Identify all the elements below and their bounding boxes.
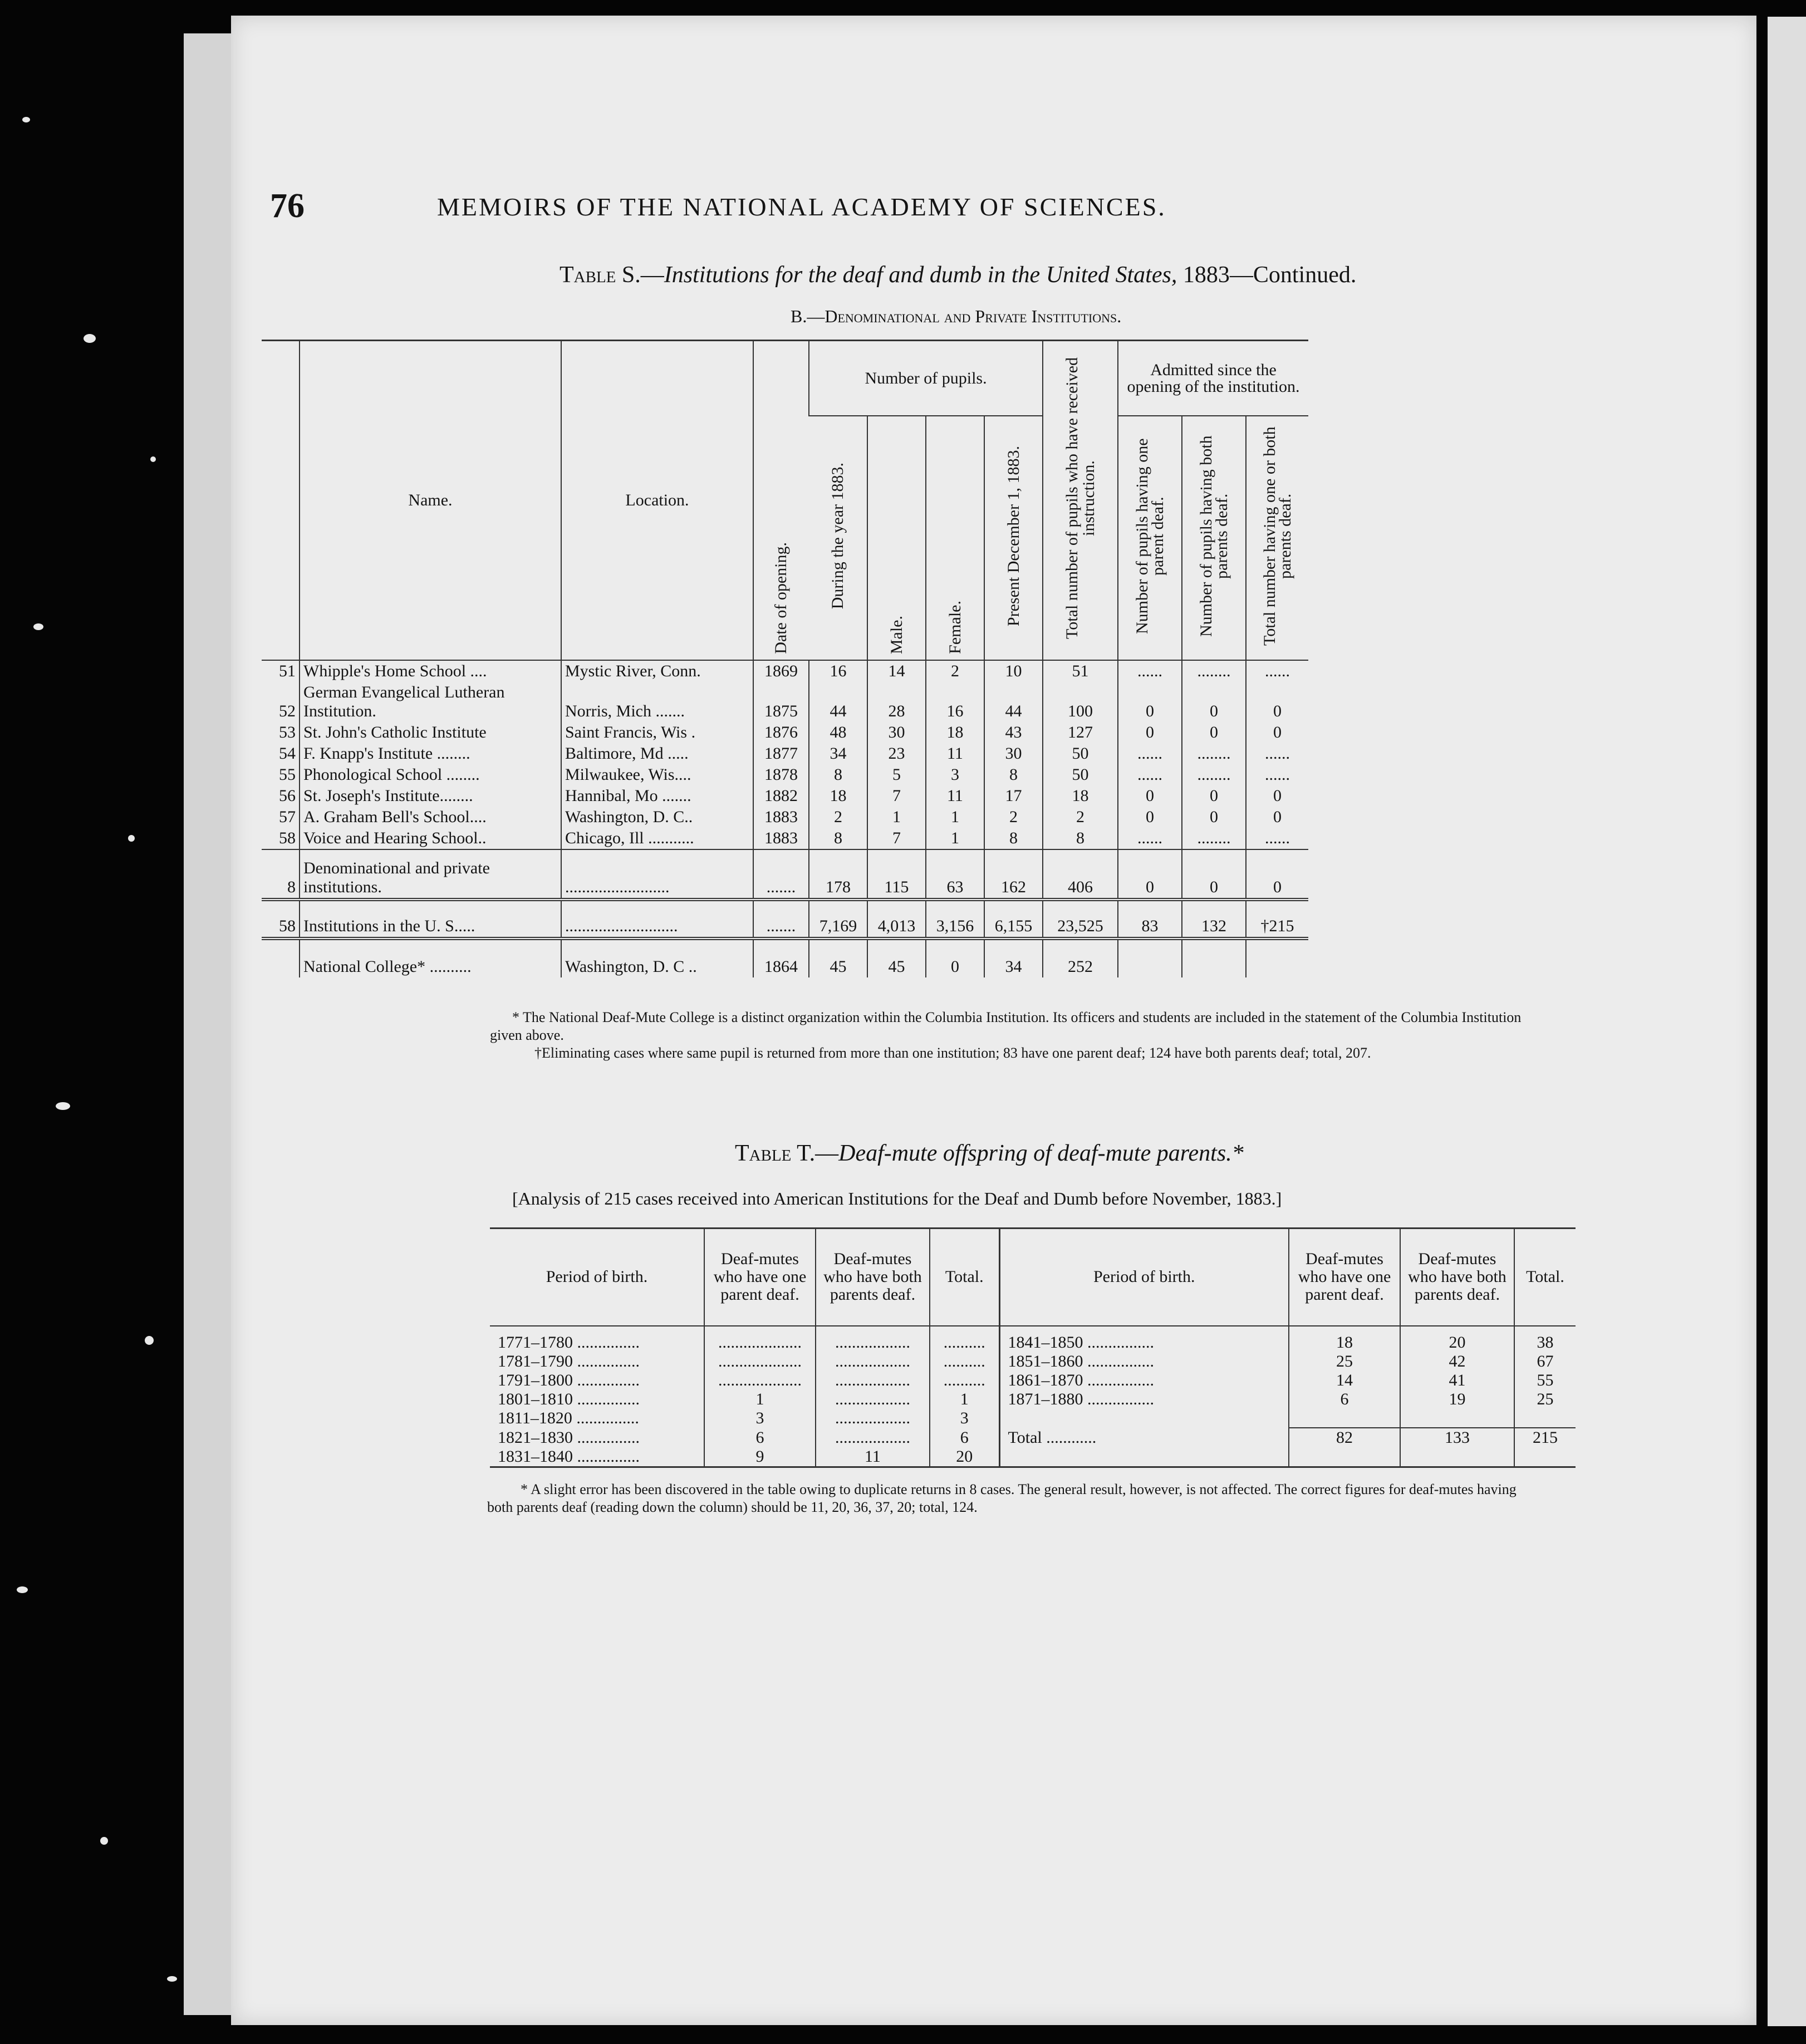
table-s-footnote-1: * The National Deaf-Mute College is a distinct organization within the Columbia Institution. Its officers and students are included in the statement of the Columbia Institution given above.: [490, 1009, 1522, 1043]
table-s-header-no: [262, 341, 300, 661]
cell-name: Whipple's Home School ....: [300, 660, 561, 682]
cell-total: 127: [1043, 722, 1118, 743]
table-s-header-present: Present December 1, 1883.: [984, 416, 1043, 660]
cell-both: 0: [1182, 849, 1246, 900]
table-s-title-prefix: Table S.—: [560, 262, 664, 288]
table-row: [490, 1409, 1576, 1428]
cell-no: 53: [279, 723, 296, 741]
cell-one: [1118, 939, 1182, 977]
table-row: [262, 828, 1308, 849]
cell-t2: 25: [1514, 1390, 1576, 1409]
table-s-title-italic: Institutions for the deaf and dumb in the United States,: [664, 262, 1177, 288]
adjacent-page-strip: [1768, 17, 1806, 2026]
cell-date: 1882: [753, 785, 809, 807]
cell-a1: ....................: [704, 1371, 816, 1390]
cell-no: 52: [279, 702, 296, 720]
cell-b2: 42: [1400, 1352, 1514, 1371]
table-s-subtitle: B.—Denominational and Private Institutions.: [791, 306, 1122, 326]
cell-either: 0: [1246, 785, 1308, 807]
cell-during: 178: [809, 849, 867, 900]
table-t-footnote: * A slight error has been discovered in the table owing to duplicate returns in 8 cases. The general result, however, is not affected. The correct figures for deaf-mutes having both parents deaf (reading down the column) should be 11, 20, 36, 37, 20; total, 124.: [487, 1481, 1517, 1515]
cell-either: ......: [1246, 764, 1308, 785]
cell-location: Norris, Mich .......: [561, 682, 753, 722]
cell-b2: 20: [1400, 1326, 1514, 1352]
cell-t1: 1: [930, 1390, 999, 1409]
cell-one: ......: [1118, 828, 1182, 849]
cell-present: 43: [984, 722, 1043, 743]
cell-total: 23,525: [1043, 900, 1118, 939]
cell-location: Washington, D. C ..: [561, 939, 753, 977]
cell-p1: 1791–1800 ...............: [498, 1370, 640, 1389]
cell-b1: ..................: [816, 1390, 930, 1409]
cell-name: A. Graham Bell's School....: [300, 807, 561, 828]
cell-no: 51: [279, 662, 296, 680]
cell-location: Mystic River, Conn.: [561, 660, 753, 682]
table-s-title: [560, 262, 1356, 288]
cell-b2: [1400, 1447, 1514, 1467]
cell-during: 7,169: [809, 900, 867, 939]
cell-female: 0: [926, 939, 984, 977]
table-row: [490, 1428, 1576, 1447]
table-t-header-period-right: Period of birth.: [999, 1229, 1289, 1326]
cell-date: .......: [753, 849, 809, 900]
cell-no: 58: [279, 829, 296, 847]
cell-one: ......: [1118, 764, 1182, 785]
cell-during: 16: [809, 660, 867, 682]
table-row-college: [262, 939, 1308, 977]
cell-during: 8: [809, 764, 867, 785]
table-row-us-total: [262, 900, 1308, 939]
cell-t2: 67: [1514, 1352, 1576, 1371]
cell-name: German Evangelical Lutheran Institution.: [300, 682, 561, 722]
cell-female: 3,156: [926, 900, 984, 939]
cell-no: 8: [262, 849, 300, 900]
cell-male: 45: [867, 939, 926, 977]
cell-male: 14: [867, 660, 926, 682]
table-s-header-male: Male.: [867, 416, 926, 660]
cell-t2: 38: [1514, 1326, 1576, 1352]
cell-b1: ..................: [816, 1352, 930, 1371]
table-row: [262, 785, 1308, 807]
cell-male: 23: [867, 743, 926, 764]
cell-present: 8: [984, 764, 1043, 785]
table-s-header-location: Location.: [561, 341, 753, 661]
cell-present: 2: [984, 807, 1043, 828]
cell-date: 1883: [753, 807, 809, 828]
table-row: [262, 722, 1308, 743]
cell-total: 50: [1043, 743, 1118, 764]
cell-either: ......: [1246, 660, 1308, 682]
cell-name: Voice and Hearing School..: [300, 828, 561, 849]
cell-date: .......: [753, 900, 809, 939]
cell-b1: 11: [816, 1447, 930, 1467]
cell-location: ...........................: [561, 900, 753, 939]
cell-female: 1: [926, 807, 984, 828]
cell-t1: 6: [930, 1428, 999, 1447]
cell-either: ......: [1246, 743, 1308, 764]
cell-during: 8: [809, 828, 867, 849]
cell-male: 30: [867, 722, 926, 743]
table-t-header-total-right: Total.: [1514, 1229, 1576, 1326]
cell-male: 115: [867, 849, 926, 900]
table-t-title-prefix: Table T.—: [735, 1141, 839, 1166]
cell-date: 1875: [753, 682, 809, 722]
cell-date: 1877: [753, 743, 809, 764]
cell-male: 4,013: [867, 900, 926, 939]
table-row: [490, 1447, 1576, 1467]
cell-no: 58: [262, 900, 300, 939]
cell-both: ........: [1182, 660, 1246, 682]
cell-total: 406: [1043, 849, 1118, 900]
cell-b2: 41: [1400, 1371, 1514, 1390]
cell-p2: 1841–1850 ................: [999, 1326, 1289, 1352]
cell-location: Chicago, Ill ...........: [561, 828, 753, 849]
cell-t2: [1514, 1409, 1576, 1428]
cell-either: 0: [1246, 849, 1308, 900]
cell-b2: [1400, 1409, 1514, 1428]
cell-present: 44: [984, 682, 1043, 722]
cell-t1: ..........: [930, 1371, 999, 1390]
cell-both: 0: [1182, 682, 1246, 722]
cell-b2: 133: [1400, 1428, 1514, 1447]
cell-either: [1246, 939, 1308, 977]
cell-during: 34: [809, 743, 867, 764]
cell-female: 3: [926, 764, 984, 785]
cell-present: 6,155: [984, 900, 1043, 939]
table-s-header-admitted: Admitted since the opening of the institution.: [1118, 341, 1308, 416]
cell-either: 0: [1246, 682, 1308, 722]
cell-a2: 6: [1289, 1390, 1400, 1409]
table-s-header-either: Total number having one or both parents deaf.: [1246, 416, 1308, 660]
table-t-header-both-right: Deaf-mutes who have both parents deaf.: [1400, 1229, 1514, 1326]
cell-one: 0: [1118, 785, 1182, 807]
table-row: [490, 1371, 1576, 1390]
table-s-header-during: During the year 1883.: [828, 463, 847, 610]
cell-either: 0: [1246, 722, 1308, 743]
cell-a1: 9: [704, 1447, 816, 1467]
cell-female: 18: [926, 722, 984, 743]
cell-a1: ....................: [704, 1326, 816, 1352]
cell-location: Saint Francis, Wis .: [561, 722, 753, 743]
cell-b1: ..................: [816, 1428, 930, 1447]
cell-both: ........: [1182, 743, 1246, 764]
table-t-title-italic: Deaf-mute offspring of deaf-mute parents.*: [838, 1141, 1244, 1166]
cell-either: ......: [1246, 828, 1308, 849]
table-s-title-suffix: 1883—Continued.: [1177, 262, 1357, 288]
cell-one: ......: [1118, 743, 1182, 764]
cell-either: 0: [1246, 807, 1308, 828]
cell-location: Hannibal, Mo .......: [561, 785, 753, 807]
cell-one: 0: [1118, 722, 1182, 743]
cell-p1: 1801–1810 ...............: [498, 1389, 640, 1408]
table-row: [262, 807, 1308, 828]
running-head: MEMOIRS OF THE NATIONAL ACADEMY OF SCIENCES.: [437, 193, 1166, 221]
cell-female: 11: [926, 743, 984, 764]
cell-a2: 25: [1289, 1352, 1400, 1371]
cell-total: 252: [1043, 939, 1118, 977]
cell-female: 63: [926, 849, 984, 900]
table-s-header-female: Female.: [926, 416, 984, 660]
table-t-header-both-left: Deaf-mutes who have both parents deaf.: [816, 1229, 930, 1326]
table-s-header-date: Date of opening.: [753, 341, 809, 661]
cell-one: 83: [1118, 900, 1182, 939]
table-row: [262, 682, 1308, 722]
table-s-header-total-received: Total number of pupils who have received instruction.: [1043, 341, 1118, 661]
cell-p2: 1861–1870 ................: [999, 1371, 1289, 1390]
cell-both: ........: [1182, 764, 1246, 785]
cell-total: 8: [1043, 828, 1118, 849]
cell-male: 1: [867, 807, 926, 828]
cell-t1: ..........: [930, 1352, 999, 1371]
cell-either: †215: [1246, 900, 1308, 939]
cell-both: 0: [1182, 722, 1246, 743]
cell-p2: 1851–1860 ................: [999, 1352, 1289, 1371]
cell-date: 1883: [753, 828, 809, 849]
cell-male: 7: [867, 828, 926, 849]
cell-location: .........................: [561, 849, 753, 900]
cell-no: 56: [279, 787, 296, 805]
cell-male: 5: [867, 764, 926, 785]
cell-name: St. John's Catholic Institute: [300, 722, 561, 743]
cell-total: 51: [1043, 660, 1118, 682]
cell-t2: 55: [1514, 1371, 1576, 1390]
cell-during: 44: [809, 682, 867, 722]
cell-female: 11: [926, 785, 984, 807]
cell-male: 7: [867, 785, 926, 807]
cell-present: 34: [984, 939, 1043, 977]
cell-a2: 14: [1289, 1371, 1400, 1390]
cell-both: 0: [1182, 785, 1246, 807]
cell-p2: Total ............: [999, 1428, 1289, 1447]
cell-one: 0: [1118, 682, 1182, 722]
table-row: [490, 1390, 1576, 1409]
cell-during: 45: [809, 939, 867, 977]
cell-during: 18: [809, 785, 867, 807]
cell-female: 2: [926, 660, 984, 682]
table-s-header-both-parents: Number of pupils having both parents deaf.: [1182, 416, 1246, 660]
cell-name: F. Knapp's Institute ........: [300, 743, 561, 764]
table-row: [262, 743, 1308, 764]
cell-present: 10: [984, 660, 1043, 682]
cell-name: St. Joseph's Institute........: [300, 785, 561, 807]
cell-no: 57: [279, 808, 296, 826]
table-row: [490, 1352, 1576, 1371]
cell-no: [262, 939, 300, 977]
cell-during: 48: [809, 722, 867, 743]
cell-date: 1878: [753, 764, 809, 785]
cell-no: 54: [279, 744, 296, 763]
cell-t1: 3: [930, 1409, 999, 1428]
cell-location: Washington, D. C..: [561, 807, 753, 828]
cell-date: 1869: [753, 660, 809, 682]
cell-a2: 82: [1289, 1428, 1400, 1447]
cell-during: 2: [809, 807, 867, 828]
cell-t1: 20: [930, 1447, 999, 1467]
cell-a2: 18: [1289, 1326, 1400, 1352]
cell-a1: 6: [704, 1428, 816, 1447]
table-s-header-pupils: Number of pupils.: [809, 341, 1043, 416]
table-s: [262, 340, 1308, 977]
cell-both: [1182, 939, 1246, 977]
cell-total: 18: [1043, 785, 1118, 807]
cell-total: 2: [1043, 807, 1118, 828]
cell-one: 0: [1118, 807, 1182, 828]
cell-female: 16: [926, 682, 984, 722]
table-t-title: [735, 1140, 1244, 1167]
table-row: [262, 660, 1308, 682]
cell-name: Phonological School ........: [300, 764, 561, 785]
cell-no: 55: [279, 765, 296, 784]
cell-p1: 1781–1790 ...............: [498, 1352, 640, 1370]
cell-p1: 1831–1840 ...............: [498, 1447, 640, 1466]
cell-p1: 1771–1780 ...............: [498, 1333, 640, 1352]
cell-p2: [999, 1447, 1289, 1467]
page-number: 76: [270, 187, 305, 225]
cell-a1: 3: [704, 1409, 816, 1428]
cell-location: Baltimore, Md .....: [561, 743, 753, 764]
cell-present: 30: [984, 743, 1043, 764]
cell-b1: ..................: [816, 1409, 930, 1428]
cell-location: Milwaukee, Wis....: [561, 764, 753, 785]
cell-name: Denominational and private institutions.: [300, 849, 561, 900]
table-s-body: [262, 660, 1308, 977]
table-s-footnote-2: †Eliminating cases where same pupil is returned from more than one institution; 83 have one parent deaf; 124 have both parents deaf; total, 207.: [534, 1045, 1371, 1061]
cell-date: 1864: [753, 939, 809, 977]
table-row: [262, 764, 1308, 785]
cell-both: 132: [1182, 900, 1246, 939]
cell-name: Institutions in the U. S.....: [300, 900, 561, 939]
table-s-header-one-parent: Number of pupils having one parent deaf.: [1118, 416, 1182, 660]
cell-a1: ....................: [704, 1352, 816, 1371]
table-t-body: [490, 1326, 1576, 1467]
cell-p1: 1811–1820 ...............: [498, 1408, 639, 1427]
table-t-header-total-left: Total.: [930, 1229, 999, 1326]
table-t: [490, 1227, 1576, 1468]
page-edge: [184, 33, 235, 2015]
cell-present: 8: [984, 828, 1043, 849]
cell-b1: ..................: [816, 1371, 930, 1390]
cell-one: 0: [1118, 849, 1182, 900]
cell-p2: 1871–1880 ................: [999, 1390, 1289, 1409]
cell-both: ........: [1182, 828, 1246, 849]
cell-a2: [1289, 1409, 1400, 1428]
table-t-header-one-left: Deaf-mutes who have one parent deaf.: [704, 1229, 816, 1326]
cell-present: 162: [984, 849, 1043, 900]
cell-name: National College* ..........: [300, 939, 561, 977]
cell-p1: 1821–1830 ...............: [498, 1428, 640, 1447]
cell-total: 50: [1043, 764, 1118, 785]
table-t-subtitle: [Analysis of 215 cases received into American Institutions for the Deaf and Dumb before November, 1883.]: [512, 1188, 1282, 1208]
table-row-subtotal: [262, 849, 1308, 900]
table-s-header-name: Name.: [300, 341, 561, 661]
cell-p2: [999, 1409, 1289, 1428]
cell-both: 0: [1182, 807, 1246, 828]
cell-a1: 1: [704, 1390, 816, 1409]
cell-male: 28: [867, 682, 926, 722]
table-row: [490, 1326, 1576, 1352]
cell-total: 100: [1043, 682, 1118, 722]
cell-female: 1: [926, 828, 984, 849]
cell-one: ......: [1118, 660, 1182, 682]
cell-a2: [1289, 1447, 1400, 1467]
cell-t1: ..........: [930, 1326, 999, 1352]
cell-t2: [1514, 1447, 1576, 1467]
cell-date: 1876: [753, 722, 809, 743]
cell-t2: 215: [1514, 1428, 1576, 1447]
cell-b2: 19: [1400, 1390, 1514, 1409]
table-t-header-period-left: Period of birth.: [490, 1229, 704, 1326]
table-t-header-one-right: Deaf-mutes who have one parent deaf.: [1289, 1229, 1400, 1326]
cell-present: 17: [984, 785, 1043, 807]
cell-b1: ..................: [816, 1326, 930, 1352]
